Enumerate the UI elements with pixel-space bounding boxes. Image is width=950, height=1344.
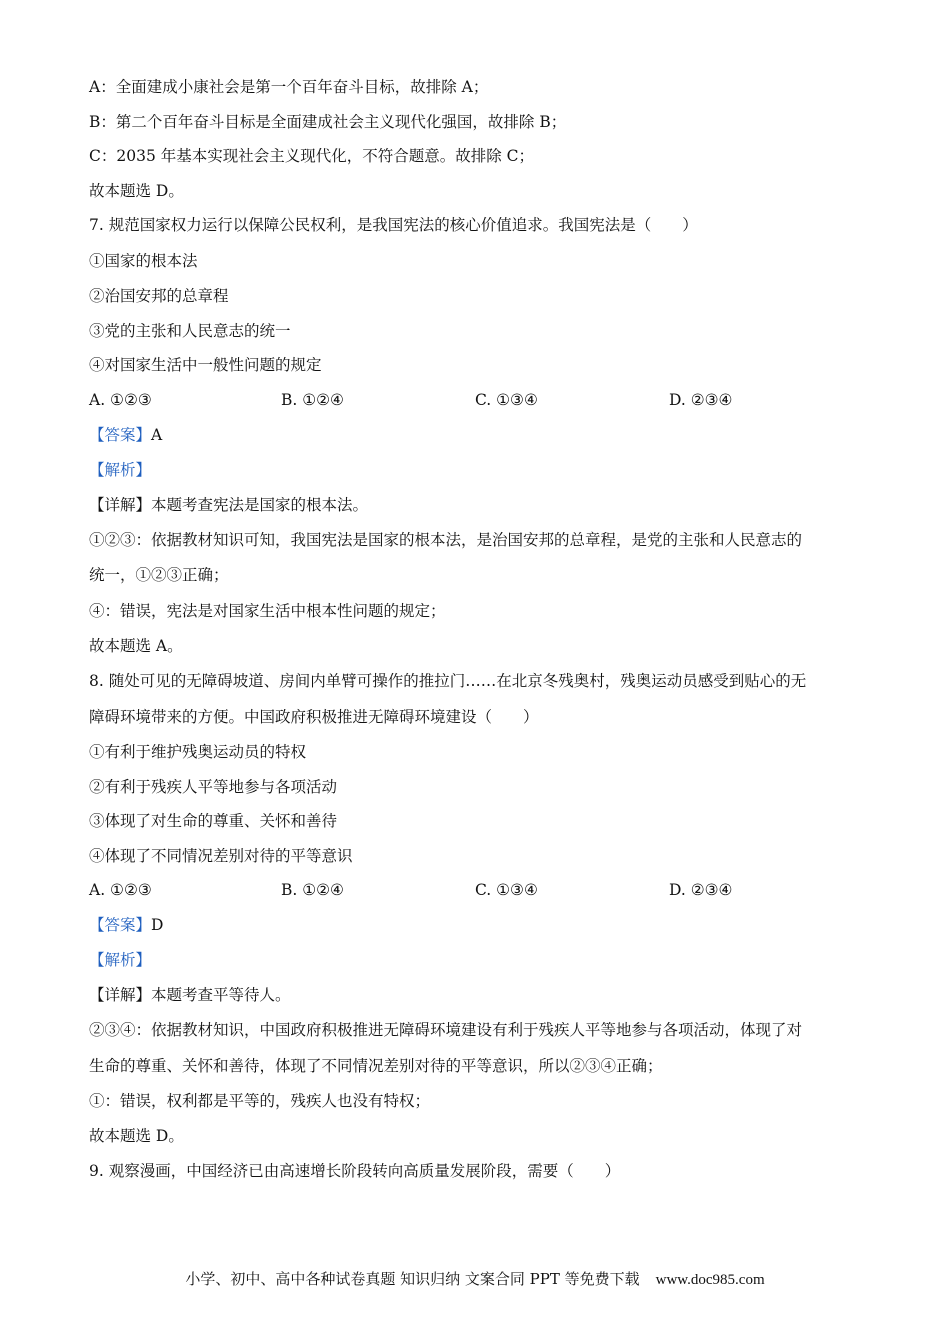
q8-explanation-1a: ②③④：依据教材知识，中国政府积极推进无障碍环境建设有利于残疾人平等地参与各项活动，体现了对 <box>89 1021 803 1039</box>
q7-detail <box>89 494 870 516</box>
analysis-tag: 【解析】 <box>89 951 152 969</box>
q8-item-1: ①有利于维护残奥运动员的特权 <box>89 743 307 761</box>
page-footer <box>0 1268 950 1291</box>
answer-tag: 【答案】 <box>89 426 152 444</box>
q7-option-a: A. ①②③ <box>89 391 152 409</box>
q7-item-1: ①国家的根本法 <box>89 252 198 270</box>
q8-option-a: A. ①②③ <box>89 881 152 899</box>
q7-explanation-1a: ①②③：依据教材知识可知，我国宪法是国家的根本法，是治国安邦的总章程，是党的主张和人民意志的 <box>89 531 803 549</box>
q6-analysis-a: A：全面建成小康社会是第一个百年奋斗目标，故排除 A； <box>89 78 489 96</box>
answer-tag: 【答案】 <box>89 916 152 934</box>
q8-option-c: C. ①③④ <box>475 881 538 899</box>
q7-option-c: C. ①③④ <box>475 391 538 409</box>
answer-value: D <box>151 916 164 934</box>
q6-analysis-b: B：第二个百年奋斗目标是全面建成社会主义现代化强国，故排除 B； <box>89 113 567 131</box>
q8-answer <box>89 914 870 936</box>
q7-explanation-2: ④：错误，宪法是对国家生活中根本性问题的规定； <box>89 602 446 620</box>
q8-explanation-2: ①：错误，权利都是平等的，残疾人也没有特权； <box>89 1092 431 1110</box>
q8-conclusion: 故本题选 D。 <box>89 1127 184 1145</box>
detail-text: 本题考查平等待人。 <box>151 986 291 1004</box>
q7-item-2: ②治国安邦的总章程 <box>89 287 229 305</box>
q9-stem: 9. 观察漫画，中国经济已由高速增长阶段转向高质量发展阶段，需要（ ） <box>89 1162 621 1180</box>
q7-option-d: D. ②③④ <box>669 391 733 409</box>
q8-stem-b: 障碍环境带来的方便。中国政府积极推进无障碍环境建设（ ） <box>89 708 539 726</box>
q8-stem-a: 8. 随处可见的无障碍坡道、房间内单臂可操作的推拉门……在北京冬残奥村，残奥运动员感受到贴心的无 <box>89 672 807 690</box>
q8-item-2: ②有利于残疾人平等地参与各项活动 <box>89 778 338 796</box>
detail-text: 本题考查宪法是国家的根本法。 <box>151 496 369 514</box>
q8-detail <box>89 984 870 1006</box>
detail-tag: 【详解】 <box>89 986 152 1004</box>
q8-analysis-heading <box>89 949 870 971</box>
q7-item-4: ④对国家生活中一般性问题的规定 <box>89 356 322 374</box>
analysis-tag: 【解析】 <box>89 461 152 479</box>
q7-option-b: B. ①②④ <box>281 391 344 409</box>
q8-explanation-1b: 生命的尊重、关怀和善待，体现了不同情况差别对待的平等意识，所以②③④正确； <box>89 1057 663 1075</box>
q7-analysis-heading <box>89 459 870 481</box>
q7-explanation-1b: 统一，①②③正确； <box>89 566 229 584</box>
q7-stem: 7. 规范国家权力运行以保障公民权利，是我国宪法的核心价值追求。我国宪法是（ ） <box>89 216 698 234</box>
q8-item-3: ③体现了对生命的尊重、关怀和善待 <box>89 812 338 830</box>
q7-item-3: ③党的主张和人民意志的统一 <box>89 322 291 340</box>
q6-analysis-c: C：2035 年基本实现社会主义现代化，不符合题意。故排除 C； <box>89 147 535 165</box>
q6-conclusion: 故本题选 D。 <box>89 182 184 200</box>
q8-option-b: B. ①②④ <box>281 881 344 899</box>
footer-text: 小学、初中、高中各种试卷真题 知识归纳 文案合同 PPT 等免费下载 <box>185 1270 640 1288</box>
detail-tag: 【详解】 <box>89 496 152 514</box>
q8-option-d: D. ②③④ <box>669 881 733 899</box>
answer-value: A <box>151 426 163 444</box>
footer-url-link[interactable]: www.doc985.com <box>655 1272 765 1288</box>
q7-answer <box>89 424 870 446</box>
q7-conclusion: 故本题选 A。 <box>89 637 183 655</box>
q8-item-4: ④体现了不同情况差别对待的平等意识 <box>89 847 353 865</box>
